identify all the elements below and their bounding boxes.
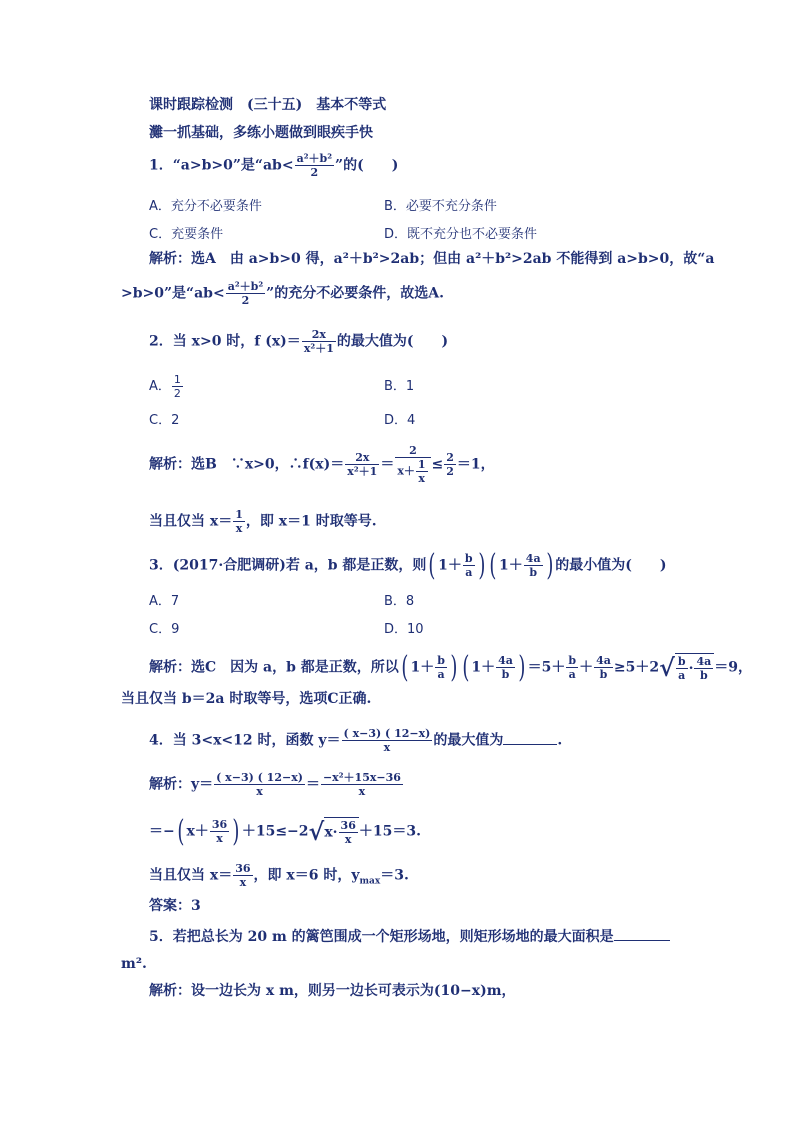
q2-cond-part-b: ，即 x＝1 时取等号.	[245, 513, 377, 530]
q2-cond-num: 1	[235, 508, 243, 521]
q3-p2-den: b	[529, 566, 538, 579]
q1-frac-num: a²＋b²	[296, 152, 333, 165]
q3-sol-end: ＝9，	[714, 659, 752, 676]
q3-sol-plus: ＋	[579, 659, 594, 676]
q3-sol-sqrt	[659, 653, 714, 682]
question-1-stem	[149, 152, 398, 179]
q3-sol-p1-fraction	[435, 654, 447, 681]
q2-sol-f1-num: 2x	[345, 451, 379, 465]
q1-option-a: A．充分不必要条件	[149, 199, 262, 214]
q4-solution-line-1	[149, 771, 404, 798]
q3-stem-part-b: 的最小值为( )	[555, 557, 667, 574]
q2-option-b: B．1	[384, 379, 415, 394]
q3-sol-f1-num: b	[568, 654, 577, 667]
q3-sol-p1-den: a	[437, 668, 445, 681]
q2-sol-end: ＝1，	[456, 456, 495, 473]
q4-line2-den: x	[216, 832, 223, 845]
q3-sol-f2-den: b	[599, 668, 608, 681]
q4-solution-line-3	[149, 862, 409, 890]
q4-line2-sqrt-a: x·	[324, 824, 338, 841]
q1-stem-part-a: 1．“a>b>0”是“ab<	[149, 157, 294, 174]
q3-paren-close-1: )	[477, 547, 485, 583]
q4-answer-blank	[503, 730, 557, 745]
q4-line2-paren-open: (	[177, 813, 185, 849]
question-3-stem	[149, 547, 667, 583]
page-title: 课时跟踪检测 (三十五) 基本不等式	[149, 97, 387, 113]
q3-solution-line-2: 当且仅当 b＝2a 时取等号，选项C正确.	[121, 691, 372, 707]
q2-cond-fraction	[233, 508, 245, 535]
q3-option-c: C．9	[149, 622, 180, 637]
q5-solution: 解析：设一边长为 x m，则另一边长可表示为(10−x)m，	[149, 983, 516, 999]
q2-sol-f2-inner-den: x	[418, 472, 425, 485]
q3-p1-fraction	[463, 552, 475, 579]
q1-option-b: B．必要不充分条件	[384, 199, 497, 214]
q5-stem-unit: m².	[121, 956, 147, 972]
q2-sol-f2-inner-num: 1	[417, 458, 426, 471]
q3-p1-a: 1＋	[438, 557, 462, 574]
q3-p2-a: 1＋	[499, 557, 523, 574]
q4-sol-fraction-1	[214, 771, 305, 798]
q5-answer-blank	[614, 926, 670, 941]
q3-sol-f2-num: 4a	[596, 654, 611, 667]
q4-line2-sqrt-body	[324, 817, 359, 846]
q4-cond-den: x	[239, 876, 247, 889]
q5-stem-part-a: 5．若把总长为 20 m 的篱笆围成一个矩形场地，则矩形场地的最大面积是	[149, 929, 614, 945]
q3-sol-p2-num: 4a	[498, 654, 513, 667]
q2-option-a-num: 1	[173, 373, 181, 386]
q2-frac-num: 2x	[302, 328, 336, 342]
q4-cond-fraction	[233, 862, 252, 889]
q3-sol-sqrt-f2-num: 4a	[696, 655, 712, 668]
q4-sol-f1-num: ( x−3) ( 12−x)	[216, 771, 303, 784]
question-4-stem	[149, 727, 562, 754]
q4-line2-x: x＋	[186, 823, 209, 840]
q2-sol-part-a: 解析：选B ∵x>0，∴f(x)＝	[149, 456, 345, 473]
q1-sol-frac-den: 2	[241, 294, 250, 307]
q3-sol-paren-open-1: (	[401, 649, 409, 685]
q2-option-c: C．2	[149, 413, 180, 428]
question-2-stem	[149, 328, 448, 355]
q2-option-a-label: A．	[149, 379, 171, 394]
q2-option-d: D．4	[384, 413, 416, 428]
q3-sol-p1-num: b	[437, 654, 445, 667]
q4-line2-paren-close: )	[232, 813, 240, 849]
q3-sol-f1-den: a	[568, 668, 576, 681]
question-5-stem	[149, 926, 670, 946]
q1-option-c: C．充要条件	[149, 227, 224, 242]
q4-line2-sqrt-fraction	[339, 819, 358, 846]
q2-sol-fraction-1	[345, 451, 379, 478]
q4-sol-fraction-2	[321, 771, 403, 798]
section-subtitle: 灘一抓基础，多练小题做到眼疾手快	[149, 125, 373, 141]
q3-sol-geq: ≥5＋2	[613, 659, 660, 676]
q3-option-b: B．8	[384, 594, 415, 609]
q4-line2-num: 36	[211, 818, 228, 831]
q4-line2-sqrt-num: 36	[340, 819, 356, 832]
q3-p1-den: a	[465, 566, 473, 579]
q3-sol-sqrt-f1-num: b	[677, 655, 686, 668]
q4-line2-sqrt-den: x	[344, 833, 352, 846]
q3-option-d: D．10	[384, 622, 424, 637]
q4-cond-part-a: 当且仅当 x＝	[149, 867, 233, 884]
q4-fraction	[342, 727, 433, 754]
q2-sol-f1-den: x²＋1	[347, 465, 378, 478]
q3-p2-num: 4a	[525, 552, 541, 565]
q3-sol-sqrt-f2-den: b	[699, 669, 708, 682]
q3-sol-p2-fraction	[496, 654, 515, 681]
q2-cond-den: x	[235, 522, 243, 535]
q1-sol-part-b: >b>0”是“ab<	[121, 285, 225, 302]
q4-stem-part-a: 4．当 3<x<12 时，函数 y＝	[149, 732, 341, 749]
q3-sol-p1-a: 1＋	[410, 659, 435, 676]
q3-sol-f1-fraction	[566, 654, 578, 681]
q1-option-d: D．既不充分也不必要条件	[384, 227, 538, 242]
q2-sol-f3-num: 2	[446, 451, 454, 464]
q3-sol-radical-sign: √	[659, 652, 675, 682]
q2-sol-eq: ＝	[380, 456, 395, 473]
q3-sol-sqrt-body: $\frac{b}{a}$ · $\frac{4a}{b}$	[675, 653, 714, 682]
q3-sol-p2-a: 1＋	[471, 659, 496, 676]
q2-frac-den: x²＋1	[303, 342, 334, 355]
q4-line2-radical-sign: √	[308, 816, 325, 846]
q1-solution-line-1: 解析：选A 由 a>b>0 得，a²＋b²>2ab；但由 a²＋b²>2ab 不能得到 a>b>0，故“a	[149, 251, 715, 267]
q3-sol-sqrt-f2	[694, 655, 713, 682]
q4-line2-sqrt	[309, 817, 359, 846]
q2-sol-fraction-2	[395, 444, 430, 485]
q1-sol-frac-num: a²＋b²	[227, 280, 264, 293]
q4-stem-part-b: 的最大值为	[433, 732, 504, 749]
q4-sol-eq: ＝	[305, 776, 320, 793]
q3-sol-sqrt-f1	[676, 655, 688, 682]
q4-cond-subscript: max	[359, 876, 381, 887]
q4-line2-end: ＋15＝3.	[358, 823, 421, 840]
q3-sol-sqrt-f1-den: a	[678, 669, 686, 682]
q1-stem-part-b: ”的( )	[335, 157, 399, 174]
q3-sol-mid: ＝5＋	[527, 659, 566, 676]
q4-answer: 答案：3	[149, 898, 201, 914]
q1-frac-den: 2	[310, 166, 319, 179]
q3-sol-f2-fraction	[594, 654, 613, 681]
q3-solution-line-1	[149, 649, 752, 685]
q3-p1-num: b	[464, 552, 473, 565]
q4-sol-part-a: 解析：y＝	[149, 776, 214, 793]
q4-sol-f2-num: −x²＋15x−36	[322, 771, 401, 784]
q2-option-a-fraction	[172, 373, 183, 400]
q4-line2-part-a: ＝−	[149, 823, 175, 840]
q3-sol-p2-den: b	[501, 668, 510, 681]
q4-line2-fraction	[210, 818, 229, 845]
q1-solution-line-2	[121, 280, 444, 307]
q4-line2-part-b: ＋15≤−2	[241, 823, 309, 840]
q2-stem-part-a: 2．当 x>0 时，f (x)＝	[149, 333, 301, 350]
q3-p2-fraction	[524, 552, 543, 579]
q2-fraction	[302, 328, 336, 355]
q3-paren-open-2: (	[489, 547, 497, 583]
q4-cond-part-c: ＝3.	[380, 867, 409, 884]
q4-cond-num: 36	[235, 862, 251, 875]
q2-sol-f2-num: 2	[395, 444, 430, 458]
q4-stem-end: .	[557, 732, 563, 749]
q4-sol-f1-den: x	[256, 785, 263, 798]
q2-sol-f3-den: 2	[446, 465, 454, 478]
q2-solution-line-2	[149, 508, 377, 535]
q3-sol-part-a: 解析：选C 因为 a，b 都是正数，所以	[149, 659, 399, 676]
q2-sol-fraction-3	[444, 451, 456, 478]
q3-paren-open-1: (	[428, 547, 436, 583]
q3-sol-paren-close-1: )	[450, 649, 458, 685]
q3-sol-paren-close-2: )	[518, 649, 526, 685]
q4-cond-part-b: ，即 x＝6 时，y	[253, 867, 360, 884]
q2-option-a-den: 2	[173, 387, 181, 400]
q3-stem-part-a: 3．(2017·合肥调研)若 a，b 都是正数，则	[149, 557, 427, 574]
q1-sol-fraction	[226, 280, 265, 307]
q2-stem-part-b: 的最大值为( )	[336, 333, 449, 350]
q4-frac-den: x	[383, 741, 391, 754]
q1-fraction	[295, 152, 334, 179]
q3-sol-paren-open-2: (	[462, 649, 470, 685]
q2-sol-f2-den-a: x＋	[397, 464, 415, 478]
q2-cond-part-a: 当且仅当 x＝	[149, 513, 233, 530]
q2-sol-f2-inner-fraction	[416, 458, 428, 485]
q2-sol-leq: ≤	[431, 456, 444, 473]
q2-option-a	[149, 373, 184, 400]
q2-sol-f2-den	[395, 458, 430, 485]
q2-solution-line-1	[149, 444, 495, 485]
q4-solution-line-2	[149, 813, 421, 849]
q3-option-a: A．7	[149, 594, 180, 609]
q4-sol-f2-den: x	[358, 785, 366, 798]
q4-frac-num: ( x−3) ( 12−x)	[343, 727, 431, 740]
q3-paren-close-2: )	[545, 547, 553, 583]
q1-sol-part-c: ”的充分不必要条件，故选A.	[266, 285, 444, 302]
